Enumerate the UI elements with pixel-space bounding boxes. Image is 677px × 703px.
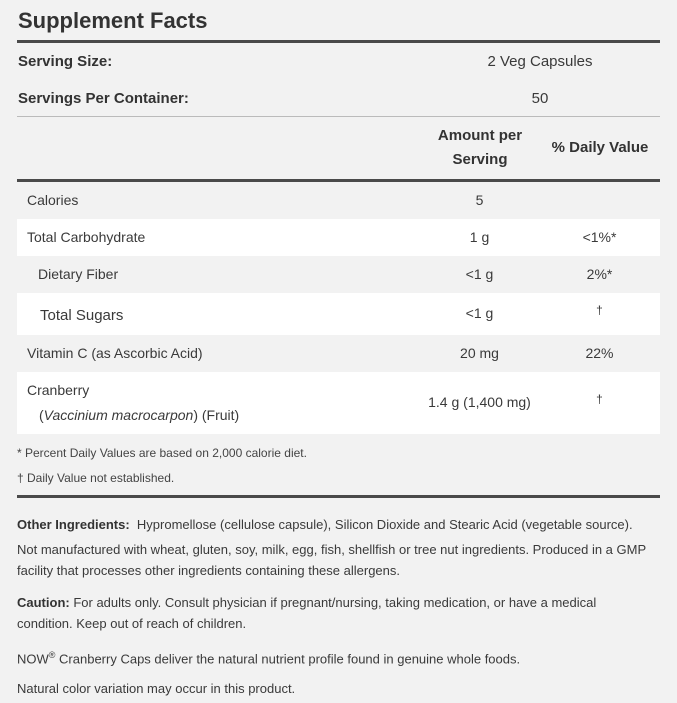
other-ingredients xyxy=(17,514,647,535)
serving-size-label: Serving Size: xyxy=(18,53,113,70)
latin-name: Vaccinium macrocarpon xyxy=(43,407,194,423)
description-text: Cranberry Caps deliver the natural nutrient profile found in genuine whole foods. xyxy=(59,651,521,667)
serving-size-value: 2 Veg Capsules xyxy=(487,53,593,70)
title-divider xyxy=(17,40,660,43)
daily-value-header: % Daily Value xyxy=(551,139,649,156)
amount-header-line2: Serving xyxy=(452,151,508,168)
nutrient-name: Vitamin C (as Ascorbic Acid) xyxy=(27,345,203,361)
header-divider xyxy=(17,116,660,117)
nutrient-dv: 22% xyxy=(585,345,614,361)
nutrient-name: Cranberry xyxy=(27,382,90,398)
caution-text: For adults only. Consult physician if pregnant/nursing, taking medication, or have a medical condition. Keep out of reach of children. xyxy=(17,595,597,631)
nutrient-name: Total Carbohydrate xyxy=(27,229,146,245)
nutrient-dv: † xyxy=(596,303,603,317)
supplement-facts-title: Supplement Facts xyxy=(18,8,208,33)
amount-header-line1: Amount per xyxy=(437,127,523,144)
nutrient-amount: 20 mg xyxy=(460,345,499,361)
nutrient-row-vitamin-c xyxy=(17,335,660,372)
brand-name: NOW xyxy=(17,651,49,667)
nutrient-dv: † xyxy=(596,392,603,406)
footer-divider xyxy=(17,495,660,498)
nutrient-row-cranberry xyxy=(17,372,660,434)
nutrient-row-total-carbohydrate xyxy=(17,219,660,256)
nutrient-row-total-sugars xyxy=(17,293,660,335)
nutrient-amount: 1 g xyxy=(469,229,490,245)
nutrient-row-dietary-fiber xyxy=(17,256,660,293)
nutrient-amount: 5 xyxy=(475,192,484,208)
nutrient-amount: <1 g xyxy=(465,305,494,321)
plant-part: (Fruit) xyxy=(201,407,240,423)
nutrient-dv: 2%* xyxy=(586,266,613,282)
caution xyxy=(17,592,647,634)
nutrient-amount: 1.4 g (1,400 mg) xyxy=(428,394,531,410)
servings-per-container-value: 50 xyxy=(531,90,549,107)
product-description xyxy=(17,645,647,669)
nutrient-row-calories xyxy=(17,182,660,219)
nutrient-source: (Vaccinium macrocarpon) (Fruit) xyxy=(39,407,240,423)
servings-per-container-label: Servings Per Container: xyxy=(18,90,189,107)
caution-label: Caution: xyxy=(17,595,70,610)
nutrient-name: Total Sugars xyxy=(40,307,124,324)
allergen-note: Not manufactured with wheat, gluten, soy, milk, egg, fish, shellfish or tree nut ingredients. Produced in a GMP facility that processes other ingredients containing these allergens. xyxy=(17,542,646,578)
other-ingredients-text: Hypromellose (cellulose capsule), Silicon Dioxide and Stearic Acid (vegetable source). xyxy=(136,517,633,532)
registered-mark: ® xyxy=(48,650,56,660)
nutrient-name: Dietary Fiber xyxy=(38,266,119,282)
footnote-dv-not-established: † Daily Value not established. xyxy=(17,471,175,485)
nutrient-name: Calories xyxy=(27,192,79,208)
other-ingredients-label: Other Ingredients: xyxy=(17,517,130,532)
amount-per-serving-header xyxy=(410,124,550,172)
color-variation-note: Natural color variation may occur in this product. xyxy=(17,681,296,696)
footnote-percent-dv: * Percent Daily Values are based on 2,000 calorie diet. xyxy=(17,446,307,460)
nutrient-dv: <1%* xyxy=(582,229,617,245)
nutrient-amount: <1 g xyxy=(465,266,494,282)
